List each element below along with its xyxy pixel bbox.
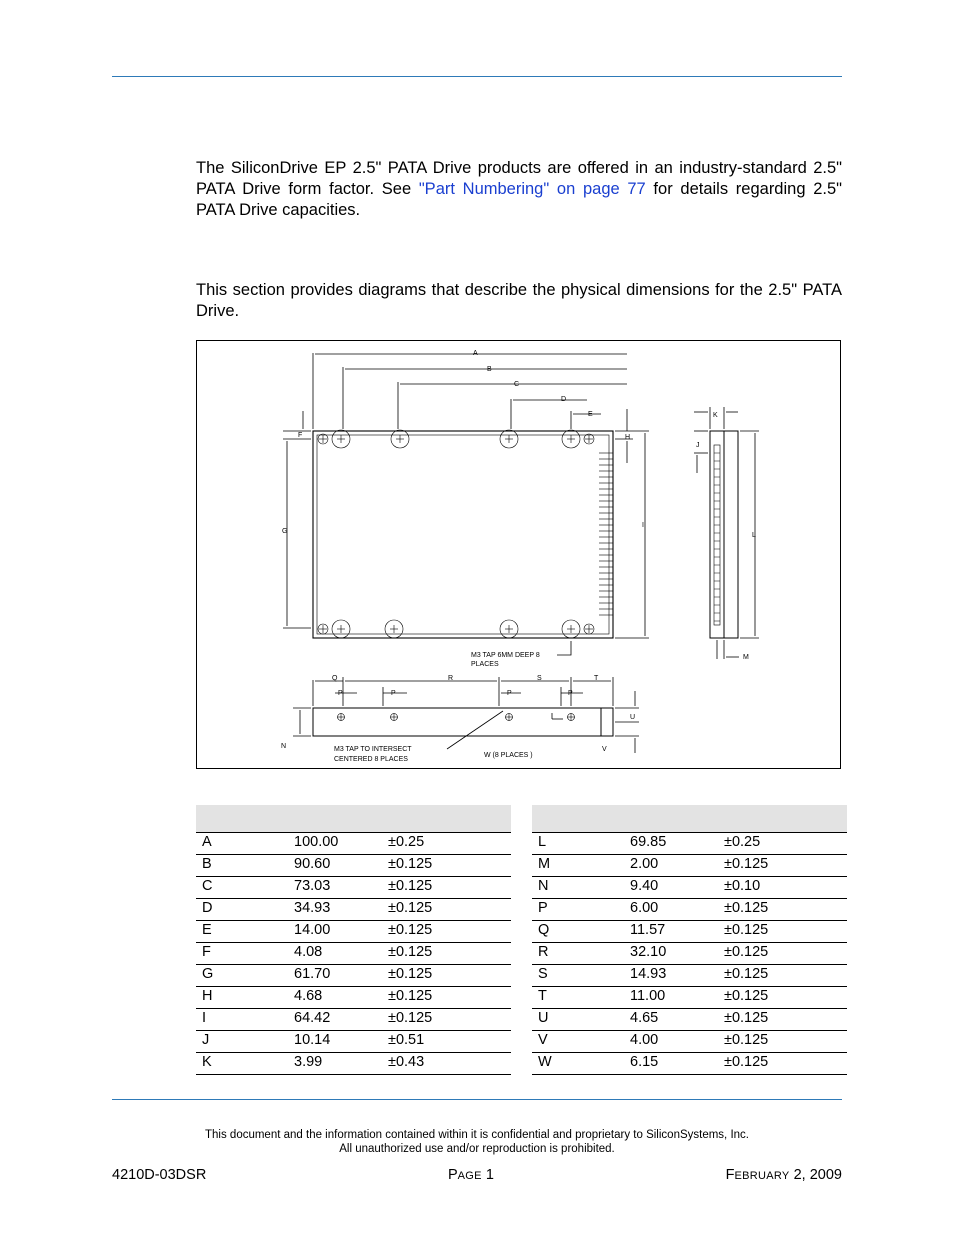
- dimension-letter: V: [532, 1031, 624, 1053]
- table-row: [532, 1009, 847, 1031]
- dim-label-j: J: [696, 442, 700, 449]
- dimension-letter: D: [196, 899, 288, 921]
- dimension-table-left: [196, 805, 511, 1075]
- table-row: [196, 943, 511, 965]
- dim-label-e: E: [588, 411, 593, 418]
- dimension-value: 11.57: [624, 921, 718, 943]
- dimension-value: 3.99: [288, 1053, 382, 1075]
- dimension-letter: W: [532, 1053, 624, 1075]
- dim-label-p3: P: [507, 690, 512, 697]
- dimension-letter: A: [196, 833, 288, 855]
- dimension-tolerance: ±0.10: [718, 877, 847, 899]
- dim-label-c: C: [514, 381, 520, 388]
- dimension-table-right: [532, 805, 847, 1075]
- dimension-value: 11.00: [624, 987, 718, 1009]
- dim-label-i: I: [642, 522, 644, 529]
- dimension-value: 6.15: [624, 1053, 718, 1075]
- dim-label-a: A: [473, 350, 478, 357]
- notice-line-2: All unauthorized use and/or reproduction is prohibited.: [339, 1143, 615, 1155]
- table-row: [196, 921, 511, 943]
- part-numbering-link[interactable]: "Part Numbering" on page 77: [418, 180, 646, 198]
- dimension-letter: B: [196, 855, 288, 877]
- table-row: [532, 833, 847, 855]
- dimension-tolerance: ±0.25: [718, 833, 847, 855]
- dimension-letter: K: [196, 1053, 288, 1075]
- table-row: [532, 1053, 847, 1075]
- table-row: [196, 1009, 511, 1031]
- table-row: [532, 877, 847, 899]
- dimension-tolerance: ±0.125: [382, 1009, 511, 1031]
- dimension-letter: J: [196, 1031, 288, 1053]
- table-row: [532, 965, 847, 987]
- table-row: [196, 833, 511, 855]
- dimension-diagram: [196, 340, 841, 769]
- dim-label-g: G: [282, 528, 288, 535]
- dimension-tolerance: ±0.125: [382, 855, 511, 877]
- doc-date: [726, 1167, 842, 1183]
- dimension-value: 2.00: [624, 855, 718, 877]
- table-row: [532, 921, 847, 943]
- table-row: [196, 877, 511, 899]
- dimension-tolerance: ±0.125: [718, 943, 847, 965]
- page-number: [448, 1167, 494, 1183]
- note-m3-intersect-1: M3 TAP TO INTERSECT: [334, 746, 412, 753]
- dimension-letter: F: [196, 943, 288, 965]
- page-num-value: 1: [485, 1167, 494, 1183]
- dimension-tolerance: ±0.125: [382, 921, 511, 943]
- intro-text: The SiliconDrive EP 2.5" PATA Drive products are offered in an industry-standard 2.5" PATA Drive form factor. See: [196, 159, 842, 198]
- dimension-letter: P: [532, 899, 624, 921]
- dimension-letter: T: [532, 987, 624, 1009]
- table-header-row: [532, 805, 847, 833]
- dimension-letter: S: [532, 965, 624, 987]
- dimension-value: 4.08: [288, 943, 382, 965]
- dim-label-d: D: [561, 396, 567, 403]
- dimension-letter: N: [532, 877, 624, 899]
- side-view: [694, 407, 759, 659]
- table-row: [196, 1053, 511, 1075]
- table-row: [532, 943, 847, 965]
- intro-paragraph: [196, 158, 842, 221]
- page-label-cap: P: [448, 1167, 458, 1183]
- table-row: [196, 899, 511, 921]
- date-cap: F: [725, 1167, 735, 1183]
- dim-label-f: F: [298, 432, 303, 439]
- dimension-tolerance: ±0.125: [718, 921, 847, 943]
- dimension-value: 9.40: [624, 877, 718, 899]
- date-month-rest: EBRUARY: [734, 1170, 790, 1182]
- dimension-value: 14.00: [288, 921, 382, 943]
- note-m3-intersect-2: CENTERED 8 PLACES: [334, 756, 408, 763]
- dimension-letter: E: [196, 921, 288, 943]
- note-m3-tap-1: M3 TAP 6MM DEEP 8: [471, 652, 540, 659]
- dimension-value: 61.70: [288, 965, 382, 987]
- dimension-tolerance: ±0.43: [382, 1053, 511, 1075]
- table-row: [532, 987, 847, 1009]
- dimension-value: 34.93: [288, 899, 382, 921]
- table-row: [532, 1031, 847, 1053]
- dimension-tolerance: ±0.51: [382, 1031, 511, 1053]
- dimension-letter: I: [196, 1009, 288, 1031]
- front-view: [293, 677, 639, 753]
- note-w-places: W (8 PLACES ): [484, 752, 533, 759]
- dimension-letter: M: [532, 855, 624, 877]
- dimension-tolerance: ±0.25: [382, 833, 511, 855]
- dimension-letter: H: [196, 987, 288, 1009]
- dimension-letter: G: [196, 965, 288, 987]
- table-row: [532, 855, 847, 877]
- footer-rule: [112, 1099, 842, 1100]
- table-header-row: [196, 805, 511, 833]
- dimension-value: 6.00: [624, 899, 718, 921]
- dim-label-p2: P: [391, 690, 396, 697]
- dim-label-s: S: [537, 675, 542, 682]
- dim-label-n: N: [281, 743, 287, 750]
- dim-label-b: B: [487, 366, 492, 373]
- dimension-tolerance: ±0.125: [718, 899, 847, 921]
- dimension-value: 4.65: [624, 1009, 718, 1031]
- dimension-tolerance: ±0.125: [382, 899, 511, 921]
- dim-label-t: T: [594, 675, 599, 682]
- doc-id: 4210D-03DSR: [112, 1167, 207, 1183]
- dimension-value: 64.42: [288, 1009, 382, 1031]
- dim-label-u: U: [630, 714, 636, 721]
- dim-label-h: H: [625, 434, 631, 441]
- dimension-tolerance: ±0.125: [718, 855, 847, 877]
- dim-label-m: M: [743, 654, 749, 661]
- dim-label-v: V: [602, 746, 607, 753]
- section-paragraph: This section provides diagrams that describe the physical dimensions for the 2.5" PATA Drive.: [196, 281, 842, 320]
- dim-label-l: L: [752, 532, 756, 539]
- table-row: [532, 899, 847, 921]
- dimension-tolerance: ±0.125: [718, 987, 847, 1009]
- dim-label-k: K: [713, 412, 718, 419]
- dimension-value: 10.14: [288, 1031, 382, 1053]
- dimension-tolerance: ±0.125: [382, 943, 511, 965]
- table-row: [196, 855, 511, 877]
- dimension-tolerance: ±0.125: [382, 987, 511, 1009]
- dimension-value: 4.00: [624, 1031, 718, 1053]
- table-row: [196, 1031, 511, 1053]
- dimension-value: 100.00: [288, 833, 382, 855]
- dimension-value: 32.10: [624, 943, 718, 965]
- table-row: [196, 987, 511, 1009]
- dimension-value: 73.03: [288, 877, 382, 899]
- note-m3-tap-2: PLACES: [471, 661, 499, 668]
- dimension-tolerance: ±0.125: [718, 1009, 847, 1031]
- dimension-letter: L: [532, 833, 624, 855]
- dim-label-r: R: [448, 675, 454, 682]
- dim-label-q: Q: [332, 675, 338, 682]
- top-view: [283, 353, 649, 655]
- dimension-letter: U: [532, 1009, 624, 1031]
- intro-text-end: for details regarding 2.5" PATA Drive capacities.: [196, 180, 843, 219]
- dimension-value: 14.93: [624, 965, 718, 987]
- dimension-value: 69.85: [624, 833, 718, 855]
- dimension-tolerance: ±0.125: [382, 965, 511, 987]
- page-label-rest: AGE: [457, 1170, 482, 1182]
- dim-label-p1: P: [338, 690, 343, 697]
- header-rule: [112, 76, 842, 77]
- dimension-letter: C: [196, 877, 288, 899]
- date-day-year: 2, 2009: [793, 1167, 842, 1183]
- confidentiality-notice: [112, 1128, 842, 1156]
- dimension-value: 4.68: [288, 987, 382, 1009]
- dim-label-p4: P: [568, 690, 573, 697]
- dimension-tolerance: ±0.125: [718, 1031, 847, 1053]
- table-row: [196, 965, 511, 987]
- dimension-tolerance: ±0.125: [382, 877, 511, 899]
- dimension-letter: R: [532, 943, 624, 965]
- notice-line-1: This document and the information contained within it is confidential and proprietary to SiliconSystems, Inc.: [205, 1129, 749, 1141]
- dimension-tolerance: ±0.125: [718, 965, 847, 987]
- dimension-letter: Q: [532, 921, 624, 943]
- dimension-tolerance: ±0.125: [718, 1053, 847, 1075]
- dimension-value: 90.60: [288, 855, 382, 877]
